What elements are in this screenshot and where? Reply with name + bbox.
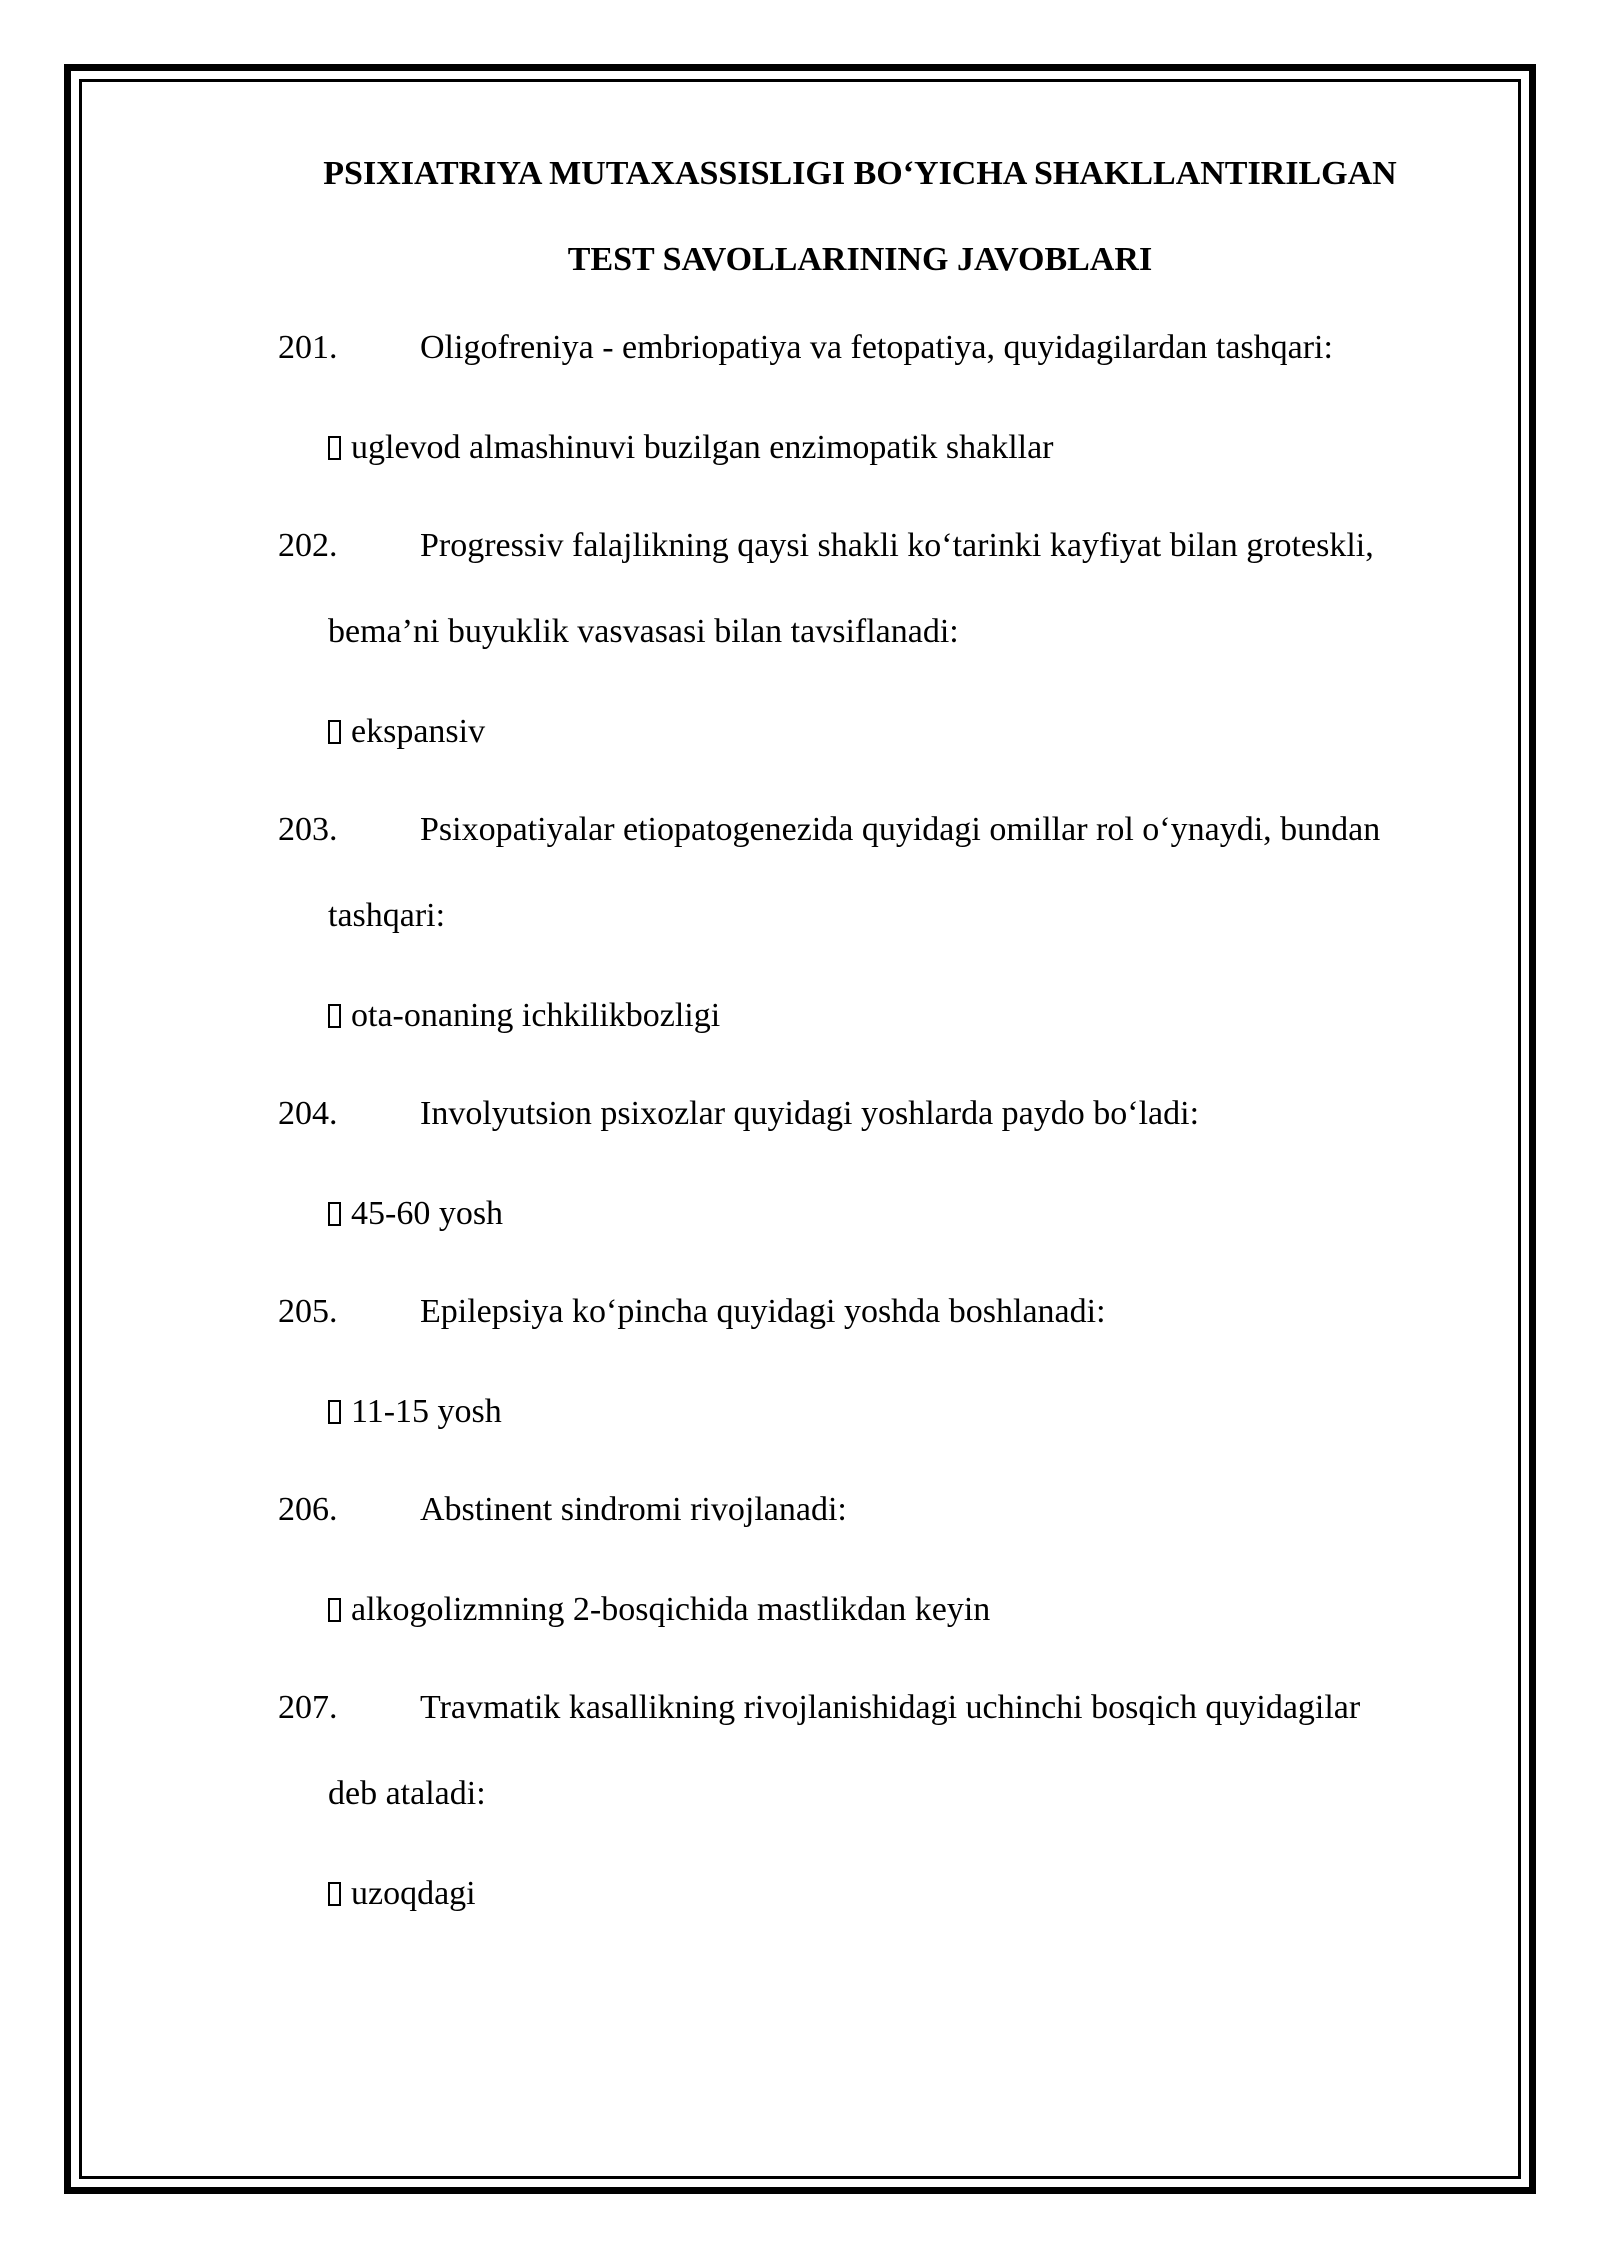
question-text: Epilepsiya ko‘pincha quyidagi yoshda boshlanadi: xyxy=(420,1293,1106,1330)
answer-text: uzoqdagi xyxy=(351,1875,476,1912)
question-text-continued: tashqari: xyxy=(328,897,446,934)
answer-line xyxy=(328,1392,502,1432)
answer-box-icon xyxy=(328,1598,341,1622)
answer-text: alkogolizmning 2-bosqichida mastlikdan keyin xyxy=(351,1591,991,1628)
question-text-continued: deb ataladi: xyxy=(328,1775,486,1812)
answer-box-icon xyxy=(328,436,341,460)
answer-line xyxy=(328,428,1054,468)
question-number: 205. xyxy=(278,1293,338,1330)
answer-box-icon xyxy=(328,1202,341,1226)
answer-text: uglevod almashinuvi buzilgan enzimopatik shakllar xyxy=(351,429,1054,466)
answer-box-icon xyxy=(328,720,341,744)
question-text: Involyutsion psixozlar quyidagi yoshlarda paydo bo‘ladi: xyxy=(420,1095,1200,1132)
question-text-continued: bema’ni buyuklik vasvasasi bilan tavsiflanadi: xyxy=(328,613,959,650)
question-number: 204. xyxy=(278,1095,338,1132)
answer-text: 11-15 yosh xyxy=(351,1393,502,1430)
question-text: Progressiv falajlikning qaysi shakli ko‘tarinki kayfiyat bilan groteskli, xyxy=(420,527,1374,564)
answer-text: ekspansiv xyxy=(351,713,486,750)
answer-line xyxy=(328,712,485,752)
answer-line xyxy=(328,996,720,1036)
question-number: 201. xyxy=(278,329,338,366)
answer-text: ota-onaning ichkilikbozligi xyxy=(351,997,721,1034)
answer-box-icon xyxy=(328,1400,341,1424)
question-text: Psixopatiyalar etiopatogenezida quyidagi omillar rol o‘ynaydi, bundan xyxy=(420,811,1381,848)
answer-box-icon xyxy=(328,1882,341,1906)
answer-text: 45-60 yosh xyxy=(351,1195,504,1232)
question-text: Travmatik kasallikning rivojlanishidagi uchinchi bosqich quyidagilar xyxy=(420,1689,1361,1726)
question-number: 206. xyxy=(278,1491,338,1528)
answer-box-icon xyxy=(328,1004,341,1028)
question-number: 207. xyxy=(278,1689,338,1726)
document-title-line-2: TEST SAVOLLARINING JAVOBLARI xyxy=(567,241,1153,278)
answer-line xyxy=(328,1590,990,1630)
question-number: 202. xyxy=(278,527,338,564)
question-text: Abstinent sindromi rivojlanadi: xyxy=(420,1491,847,1528)
question-text: Oligofreniya - embriopatiya va fetopatiya, quyidagilardan tashqari: xyxy=(420,329,1333,366)
answer-line xyxy=(328,1874,476,1914)
answer-line xyxy=(328,1194,503,1234)
question-number: 203. xyxy=(278,811,338,848)
document-title-line-1: PSIXIATRIYA MUTAXASSISLIGI BO‘YICHA SHAKLLANTIRILGAN xyxy=(323,155,1397,192)
